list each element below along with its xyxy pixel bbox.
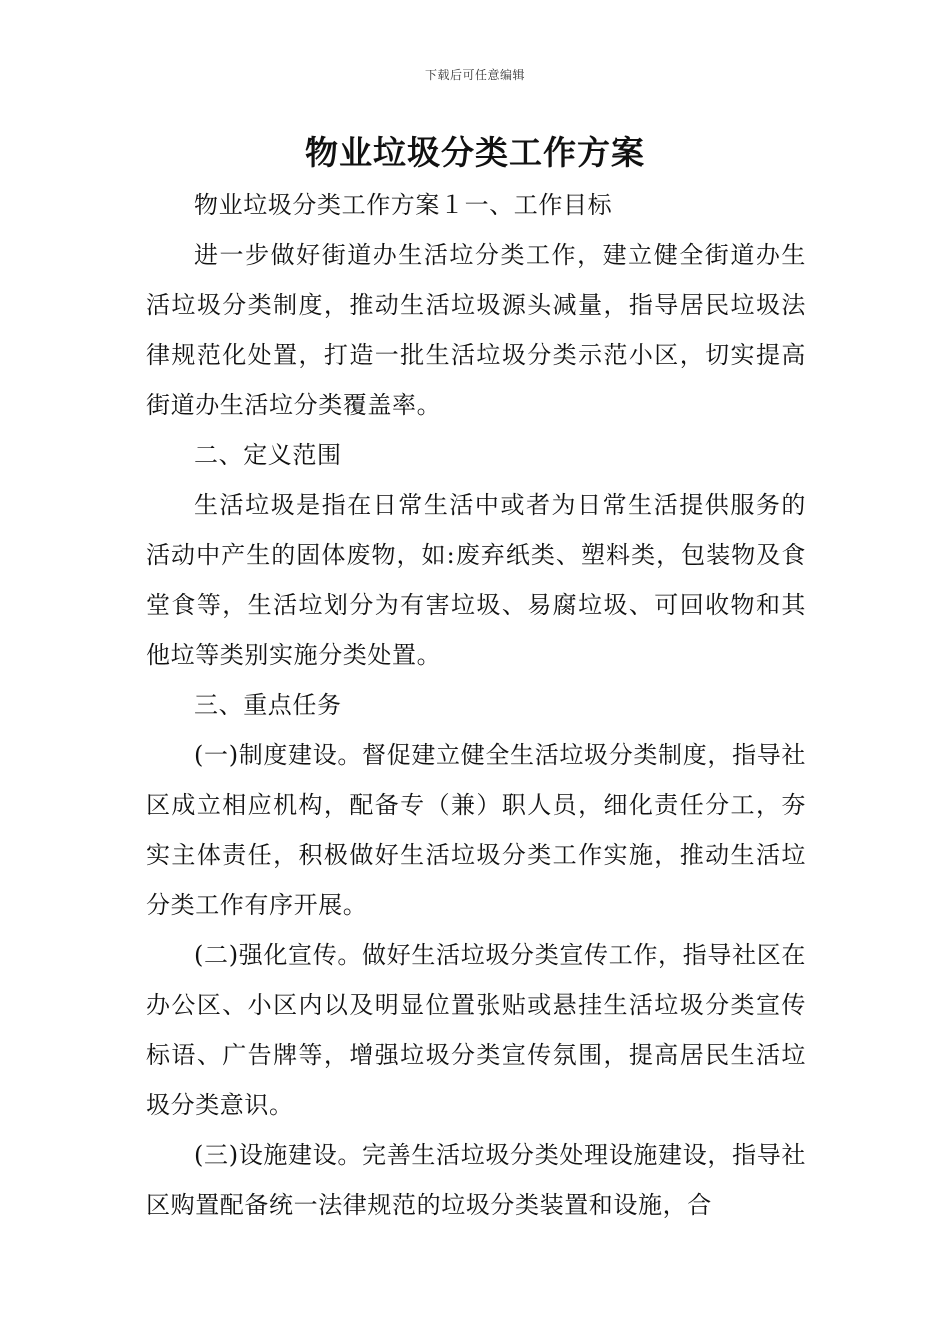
header-note: 下载后可任意编辑 xyxy=(424,68,525,82)
paragraph-scope: 生活垃圾是指在日常生活中或者为日常生活提供服务的活动中产生的固体废物，如:废弃纸类、塑料类，包装物及食堂食等，生活垃划分为有害垃圾、易腐垃圾、可回收物和其他垃等类别实施分类处置。 xyxy=(146,491,806,669)
section-heading-scope: 二、定义范围 xyxy=(194,441,342,469)
document-body xyxy=(146,180,806,1230)
paragraph-goals: 进一步做好街道办生活垃分类工作，建立健全街道办生活垃圾分类制度，推动生活垃圾源头减量，指导居民垃圾法律规范化处置，打造一批生活垃圾分类示范小区，切实提高街道办生活垃分类覆盖率。 xyxy=(146,241,806,419)
section-heading-goals: 物业垃圾分类工作方案１一、工作目标 xyxy=(194,191,613,219)
paragraph-task-system: (一)制度建设。督促建立健全生活垃圾分类制度，指导社区成立相应机构，配备专（兼）职人员，细化责任分工，夯实主体责任，积极做好生活垃圾分类工作实施，推动生活垃分类工作有序开展。 xyxy=(146,741,806,919)
paragraph-task-facilities: (三)设施建设。完善生活垃圾分类处理设施建设，指导社区购置配备统一法律规范的垃圾分类装置和设施，合 xyxy=(146,1141,806,1219)
paragraph-task-publicity: (二)强化宣传。做好生活垃圾分类宣传工作，指导社区在办公区、小区内以及明显位置张贴或悬挂生活垃圾分类宣传标语、广告牌等，增强垃圾分类宣传氛围，提高居民生活垃圾分类意识。 xyxy=(146,941,806,1119)
section-heading-tasks: 三、重点任务 xyxy=(194,691,342,719)
document-title: 物业垃圾分类工作方案 xyxy=(305,133,645,172)
